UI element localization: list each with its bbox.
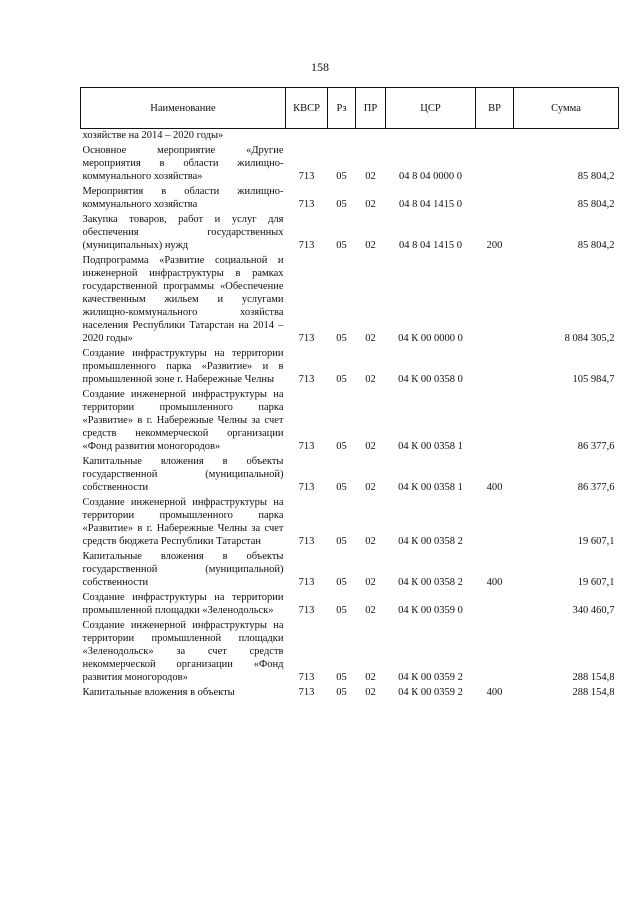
cell-rz: 05 bbox=[336, 333, 347, 344]
cell-sum: 288 154,8 bbox=[572, 687, 615, 698]
cell-pr: 02 bbox=[365, 199, 376, 210]
table-row bbox=[81, 213, 619, 254]
cell-pr: 02 bbox=[365, 240, 376, 251]
cell-vr bbox=[476, 185, 514, 213]
cell-pr: 02 bbox=[365, 536, 376, 547]
cell-csr: 04 К 00 0358 1 bbox=[398, 441, 463, 452]
table-row bbox=[81, 185, 619, 213]
cell-name: Капитальные вложения в объекты государственной (муниципальной) собственности bbox=[82, 456, 284, 493]
cell-sum: 86 377,6 bbox=[577, 441, 615, 452]
cell-rz: 05 bbox=[336, 536, 347, 547]
cell-rz: 05 bbox=[336, 374, 347, 385]
table-row bbox=[81, 550, 619, 591]
cell-vr bbox=[476, 496, 514, 550]
cell-csr: 04 К 00 0358 2 bbox=[398, 577, 463, 588]
cell-vr: 400 bbox=[486, 687, 503, 698]
cell-sum: 8 084 305,2 bbox=[564, 333, 615, 344]
cell-csr: 04 К 00 0359 0 bbox=[398, 605, 463, 616]
cell-name: Создание инженерной инфраструктуры на территории промышленной площадки «Зеленодольск» за счет средств некоммерческой организации «Фонд развития моногородов» bbox=[82, 620, 284, 683]
header-kvsr: КВСР bbox=[286, 88, 328, 129]
cell-pr: 02 bbox=[365, 333, 376, 344]
cell-csr: 04 К 00 0359 2 bbox=[398, 687, 463, 698]
cell-vr bbox=[476, 144, 514, 185]
cell-vr bbox=[476, 347, 514, 388]
budget-table bbox=[80, 87, 619, 701]
cell-kvsr: 713 bbox=[298, 441, 315, 452]
cell-name: Создание инженерной инфраструктуры на территории промышленного парка «Развитие» в г. Набережные Челны за счет средств некоммерческой организации «Фонд развития моногородов» bbox=[82, 389, 284, 452]
cell-rz: 05 bbox=[336, 171, 347, 182]
cell-sum: 85 804,2 bbox=[577, 240, 615, 251]
cell-vr bbox=[476, 591, 514, 619]
cell-kvsr: 713 bbox=[298, 333, 315, 344]
cell-vr: 400 bbox=[486, 482, 503, 493]
cell-kvsr: 713 bbox=[298, 240, 315, 251]
cell-rz: 05 bbox=[336, 577, 347, 588]
cell-name: Закупка товаров, работ и услуг для обеспечения государственных (муниципальных) нужд bbox=[82, 214, 284, 251]
header-name: Наименование bbox=[81, 88, 286, 129]
header-sum: Сумма bbox=[514, 88, 619, 129]
cell-sum: 85 804,2 bbox=[577, 199, 615, 210]
table-row bbox=[81, 254, 619, 347]
table-row bbox=[81, 686, 619, 701]
table-row bbox=[81, 347, 619, 388]
cell-rz: 05 bbox=[336, 687, 347, 698]
cell-csr: 04 К 00 0358 0 bbox=[398, 374, 463, 385]
cell-csr bbox=[386, 129, 476, 145]
cell-pr: 02 bbox=[365, 441, 376, 452]
cell-kvsr: 713 bbox=[298, 374, 315, 385]
cell-csr: 04 К 00 0358 2 bbox=[398, 536, 463, 547]
cell-csr: 04 8 04 1415 0 bbox=[399, 240, 462, 251]
cell-name: Подпрограмма «Развитие социальной и инженерной инфраструктуры в рамках государственной программы «Обеспечение качественным жильем и услугами жилищно-коммунального хозяйства населения Республики Татарстан на 2014 – 2020 годы» bbox=[82, 255, 284, 344]
cell-rz: 05 bbox=[336, 605, 347, 616]
cell-sum bbox=[514, 129, 619, 145]
cell-kvsr: 713 bbox=[298, 536, 315, 547]
cell-sum: 340 460,7 bbox=[572, 605, 615, 616]
cell-pr bbox=[356, 129, 386, 145]
cell-sum: 85 804,2 bbox=[577, 171, 615, 182]
cell-sum: 105 984,7 bbox=[572, 374, 615, 385]
table-row bbox=[81, 455, 619, 496]
cell-pr: 02 bbox=[365, 687, 376, 698]
cell-vr: 200 bbox=[486, 240, 503, 251]
cell-pr: 02 bbox=[365, 374, 376, 385]
cell-rz: 05 bbox=[336, 199, 347, 210]
cell-kvsr: 713 bbox=[298, 672, 315, 683]
cell-vr: 400 bbox=[486, 577, 503, 588]
cell-vr bbox=[476, 388, 514, 455]
cell-kvsr: 713 bbox=[298, 577, 315, 588]
cell-kvsr bbox=[286, 129, 328, 145]
cell-csr: 04 К 00 0358 1 bbox=[398, 482, 463, 493]
cell-rz: 05 bbox=[336, 240, 347, 251]
cell-rz: 05 bbox=[336, 441, 347, 452]
page-number: 158 bbox=[311, 60, 329, 74]
cell-name: Создание инфраструктуры на территории промышленной площадки «Зеленодольск» bbox=[82, 592, 284, 616]
cell-kvsr: 713 bbox=[298, 605, 315, 616]
cell-csr: 04 8 04 0000 0 bbox=[399, 171, 462, 182]
cell-vr bbox=[476, 619, 514, 686]
cell-kvsr: 713 bbox=[298, 482, 315, 493]
cell-pr: 02 bbox=[365, 605, 376, 616]
header-csr: ЦСР bbox=[386, 88, 476, 129]
table-row bbox=[81, 496, 619, 550]
cell-name: Капитальные вложения в объекты bbox=[82, 687, 235, 698]
table-row bbox=[81, 129, 619, 145]
cell-rz: 05 bbox=[336, 672, 347, 683]
cell-rz: 05 bbox=[336, 482, 347, 493]
cell-name: Основное мероприятие «Другие мероприятия в области жилищно-коммунального хозяйства» bbox=[82, 145, 284, 182]
header-vr: ВР bbox=[476, 88, 514, 129]
cell-pr: 02 bbox=[365, 577, 376, 588]
cell-name: Мероприятия в области жилищно-коммунального хозяйства bbox=[82, 186, 284, 210]
table-body bbox=[81, 129, 619, 702]
cell-csr: 04 К 00 0000 0 bbox=[398, 333, 463, 344]
cell-name: Капитальные вложения в объекты государственной (муниципальной) собственности bbox=[82, 551, 284, 588]
cell-pr: 02 bbox=[365, 171, 376, 182]
cell-sum: 19 607,1 bbox=[577, 536, 615, 547]
header-pr: ПР bbox=[356, 88, 386, 129]
cell-kvsr: 713 bbox=[298, 687, 315, 698]
cell-kvsr: 713 bbox=[298, 199, 315, 210]
cell-csr: 04 К 00 0359 2 bbox=[398, 672, 463, 683]
cell-name: Создание инженерной инфраструктуры на территории промышленного парка «Развитие» в г. Набережные Челны за счет средств бюджета Республики Татарстан bbox=[82, 497, 284, 547]
cell-sum: 19 607,1 bbox=[577, 577, 615, 588]
cell-vr bbox=[476, 254, 514, 347]
table-row bbox=[81, 591, 619, 619]
cell-kvsr: 713 bbox=[298, 171, 315, 182]
cell-vr bbox=[476, 129, 514, 145]
table-row bbox=[81, 144, 619, 185]
cell-rz bbox=[328, 129, 356, 145]
cell-name: Создание инфраструктуры на территории промышленного парка «Развитие» и в промышленной зоне г. Набережные Челны bbox=[82, 348, 284, 385]
cell-sum: 288 154,8 bbox=[572, 672, 615, 683]
cell-pr: 02 bbox=[365, 672, 376, 683]
table-row bbox=[81, 388, 619, 455]
cell-pr: 02 bbox=[365, 482, 376, 493]
cell-name: хозяйстве на 2014 – 2020 годы» bbox=[82, 130, 224, 141]
table-row bbox=[81, 619, 619, 686]
header-rz: Рз bbox=[328, 88, 356, 129]
cell-csr: 04 8 04 1415 0 bbox=[399, 199, 462, 210]
cell-sum: 86 377,6 bbox=[577, 482, 615, 493]
table-header bbox=[81, 88, 619, 129]
